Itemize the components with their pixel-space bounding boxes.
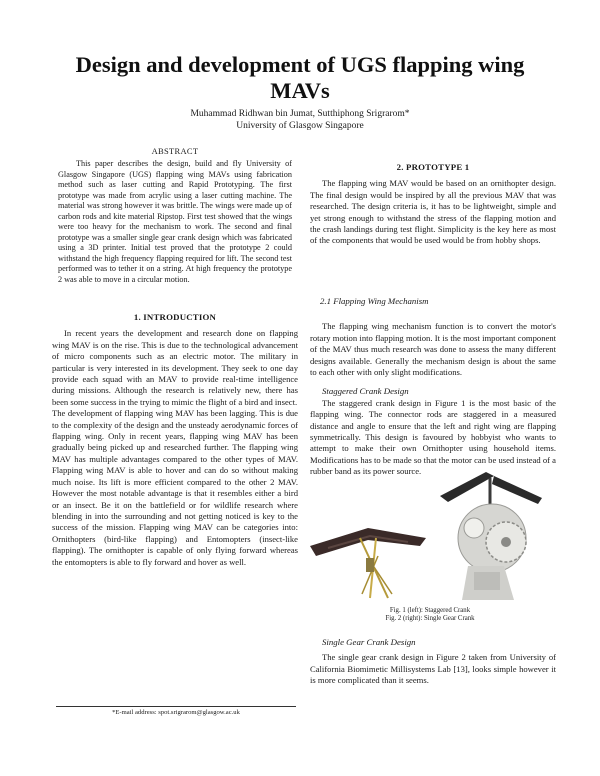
prototype-paragraph: The flapping wing MAV would be based on an ornithopter design. The final design would be inspired by all the previous MAV that was researched. The design criteria is, it has to be lightweight, simple and yet strong enough to withstand the stress of the flapping motion and the crash landings during test flight. Simplicity is the key here as most of the components that would be used would be from hobby shops.: [310, 178, 556, 246]
introduction-heading: 1. INTRODUCTION: [133, 312, 217, 322]
staggered-crank-photo: [308, 498, 428, 602]
abstract-heading: ABSTRACT: [151, 146, 199, 156]
footnote: *E-mail address: spot.srigrarom@glasgow.ac.uk: [112, 709, 240, 716]
introduction-paragraph-1: In recent years the development and research done on flapping wing MAV is on the rise. This is due to the technological advancement of micro components such as an electric motor. The military in particular is very interested in its development. They seek to one day provide each squad with an MAV to provide real-time intelligence during missions. Although the research is relatively new, there has been some success in the trying to mimic the flight of a bird and insect.: [52, 328, 298, 407]
author-names: Muhammad Ridhwan bin Jumat, Sutthiphong Srigrarom*: [190, 109, 410, 119]
introduction-paragraph-2: The development of flapping wing MAV has been lagging. This is due to the complexity of the design and the unsteady aerodynamic forces of flapping wing. Only in recent years, flapping wing MAV has been gradually being picked up and researched further. The flapping wing MAV has multiple advantages compared to the other types of MAV. Flapping wing MAV is able to hover and can do so without making much noise. Its lift is more efficient compared to the other 2 MAV. However the most notable advantage is that it resembles either a bird or an insect. Be it on the battlefield or for wildlife research where blending in into the surrounding and not getting noticed is key to the success of the mission. Flapping wing MAV can be categories into: Ornithopters (bird-like flapping) and Entomopters (insect-like flapping). The ornithopter is capable of only flying forward whereas the entomopters is able to fly forward and hover as well.: [52, 408, 298, 567]
figure-2-caption: Fig. 2 (right): Single Gear Crank: [385, 615, 475, 623]
figure-1-caption: Fig. 1 (left): Staggered Crank: [389, 607, 471, 614]
single-gear-heading: Single Gear Crank Design: [322, 637, 416, 647]
single-gear-paragraph: The single gear crank design in Figure 2 taken from University of California Biomimetic Millisystems Lab [13], looks simple however it is more complicated than it seems.: [310, 652, 556, 686]
affiliation: University of Glasgow Singapore: [236, 120, 364, 131]
author-block: [100, 109, 500, 132]
mechanism-heading: 2.1 Flapping Wing Mechanism: [320, 296, 429, 306]
mechanism-section: [310, 296, 556, 478]
figure-captions: [330, 607, 530, 624]
mechanism-paragraph: The flapping wing mechanism function is to convert the motor's rotary motion into flapping motion. It is the most important component of the MAV thus much research was done to assess the many different designs available. Generally the mechanism design is about the same to each other with only slight modifications.: [310, 321, 556, 378]
staggered-crank-paragraph: The staggered crank design in Figure 1 is the most basic of the flapping wing. The connector rods are staggered in a measured distance and angle to ensure that the left and right wing are flapping symmetrically. This design is favoured by hobbyist who wants to attempt to make their own Ornithopter using household items. Modifications has to be made so that the motor can be used instead of a rubber band as its power source.: [310, 397, 556, 477]
abstract-text: This paper describes the design, build and fly University of Glasgow Singapore (UGS) flapping wing MAVs using fabrication method such as laser cutting and Rapid Prototyping. The first prototype was made from acrylic using a laser cutting machine. The material was strong however it was brittle. The wings were made up of carbon rods and kite material Ripstop. First test showed that the wings were too heavy for the mechanism to work. The second and final prototype was a smaller single gear crank design which was fabricated using a 3D printer. Initial test proved that the prototype 2 could withstand the high frequency flapping required for lift. The second test performed was to tether it on a string. At high frequency the prototype 2 was able to move in a circular motion.: [58, 159, 292, 284]
single-gear-section: [310, 637, 556, 687]
paper-title: Design and development of UGS flapping wing MAVs: [75, 52, 525, 103]
footnote-divider: [56, 706, 296, 707]
prototype-heading: 2. PROTOTYPE 1: [396, 162, 470, 172]
staggered-crank-heading: Staggered Crank Design: [322, 386, 409, 397]
single-gear-crank-photo: [434, 468, 546, 604]
prototype-section: [310, 162, 556, 247]
introduction-section: [52, 312, 298, 568]
